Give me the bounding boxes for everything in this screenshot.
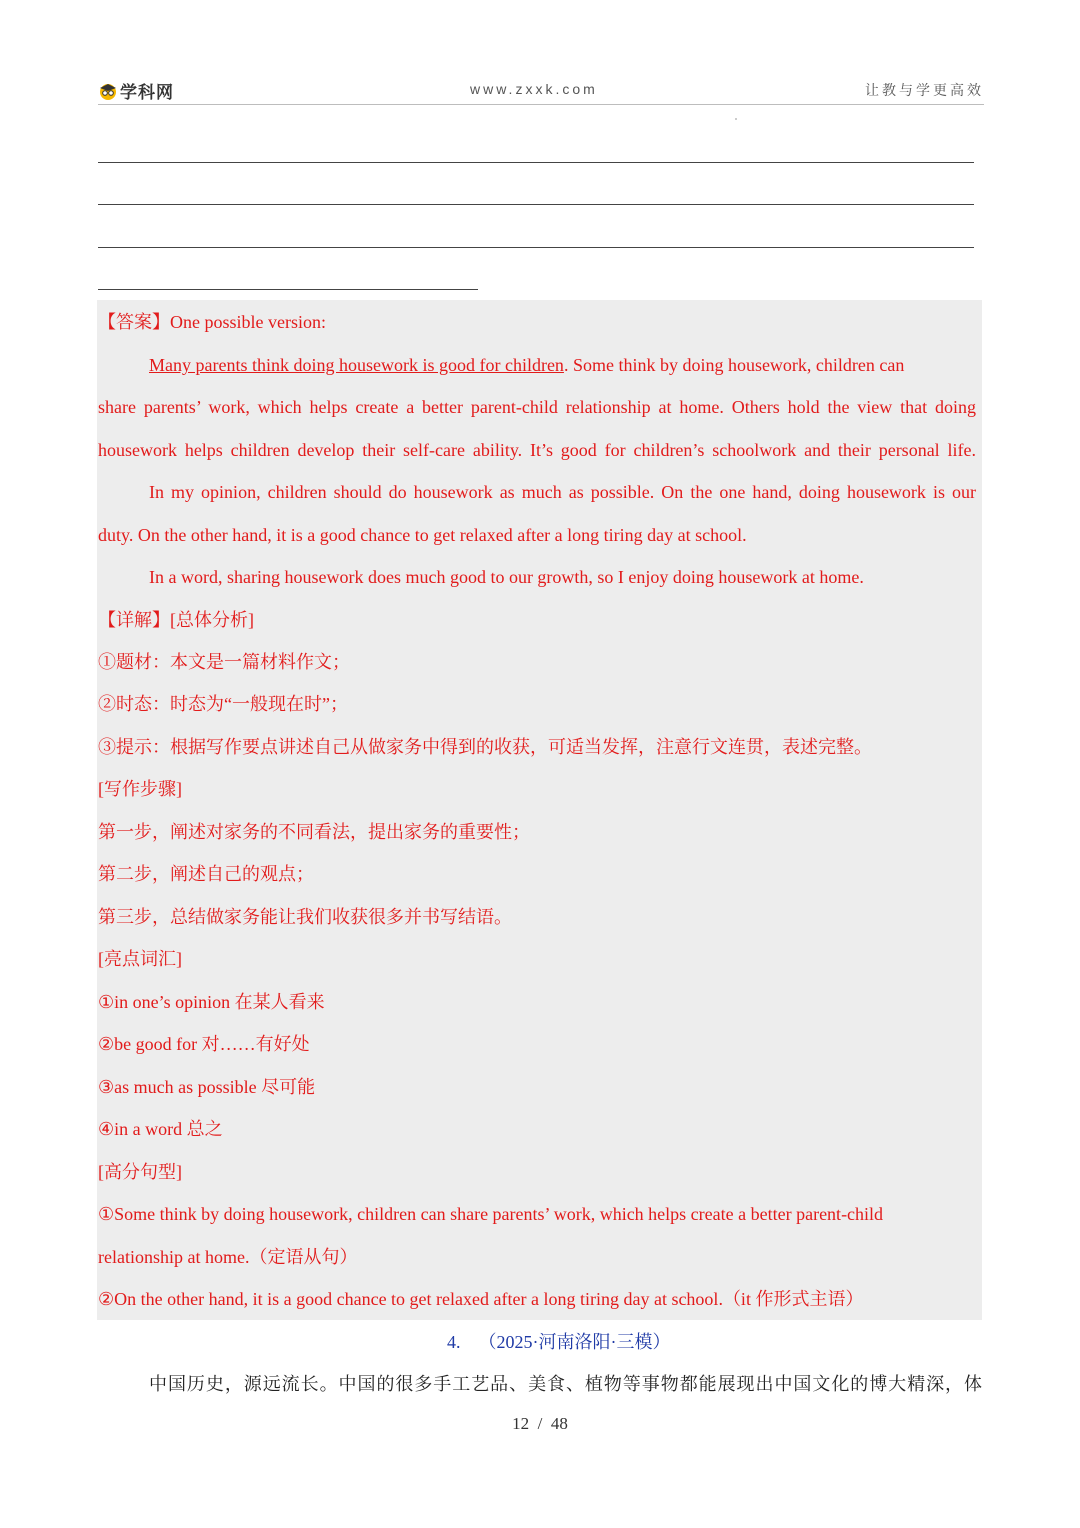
answer-intro: One possible version: [170,312,326,332]
total-pages: 48 [550,1414,568,1433]
vocab-item: ④in a word 总之 [98,1119,223,1139]
essay-paragraph-3: In a word, sharing housework does much good to our growth, so I enjoy doing housework at home. [149,567,864,587]
writing-line [98,204,974,205]
writing-line [98,247,974,248]
sentence-item: ②On the other hand, it is a good chance to get relaxed after a long tiring day at school.（it 作形式主语） [98,1289,864,1309]
vocab-item: ①in one’s opinion 在某人看来 [98,992,325,1012]
analysis-item: ②时态：时态为“一般现在时”； [98,694,348,714]
question-index: 4. [447,1332,461,1352]
analysis-heading [98,608,254,632]
sentence-heading: [高分句型] [98,1162,182,1182]
slogan: 让教与学更高效 [865,83,984,99]
question-source: （2025·河南洛阳·三模） [478,1332,671,1352]
logo [98,78,174,103]
page-separator: / [537,1414,543,1433]
analysis-item: ③提示：根据写作要点讲述自己从做家务中得到的收获，可适当发挥，注意行文连贯，表述完整。 [98,737,872,757]
step-item: 第二步，阐述自己的观点； [98,864,314,884]
vocab-item: ③as much as possible 尽可能 [98,1077,316,1097]
writing-line [98,162,974,163]
essay-text: . Some think by doing housework, children can [563,355,905,375]
answer-tag: 【答案】 [98,312,170,332]
analysis-tag: 【详解】 [98,610,170,630]
essay-paragraph-2-line-2: duty. On the other hand, it is a good chance to get relaxed after a long tiring day at school. [98,525,747,545]
essay-paragraph-1-line-2: share parents’ work, which helps create a better parent-child relationship at home. Others hold the view that doing [98,397,976,417]
site-url[interactable]: www.zxxk.com [470,81,598,97]
answer-heading [98,310,326,334]
essay-paragraph-1-line-3: housework helps children develop their self-care ability. It’s good for children’s schoolwork and their personal life. [98,440,976,460]
page-header [98,76,984,105]
question-number [447,1330,671,1354]
logo-icon [98,81,118,101]
essay-topic-sentence: Many parents think doing housework is good for children [149,355,564,375]
page-number [0,1414,1080,1434]
step-item: 第三步，总结做家务能让我们收获很多并书写结语。 [98,907,512,927]
vocab-item: ②be good for 对……有好处 [98,1034,310,1054]
step-item: 第一步，阐述对家务的不同看法，提出家务的重要性； [98,822,530,842]
analysis-subheading: [总体分析] [170,610,254,630]
current-page: 12 [512,1414,530,1433]
analysis-item: ①题材：本文是一篇材料作文； [98,652,350,672]
essay-paragraph-1-line-1 [149,353,904,377]
question-text: 中国历史，源远流长。中国的很多手工艺品、美食、植物等事物都能展现出中国文化的博大精深，体 [149,1374,982,1394]
steps-heading: [写作步骤] [98,779,182,799]
sentence-item-continued: relationship at home.（定语从句） [98,1247,358,1267]
speck [735,118,737,120]
essay-paragraph-2-line-1: In my opinion, children should do housework as much as possible. On the one hand, doing housework is our [149,482,976,502]
sentence-item: ①Some think by doing housework, children can share parents’ work, which helps create a better parent-child [98,1204,884,1224]
logo-text: 学科网 [120,83,174,102]
writing-line [98,289,478,290]
vocab-heading: [亮点词汇] [98,949,182,969]
